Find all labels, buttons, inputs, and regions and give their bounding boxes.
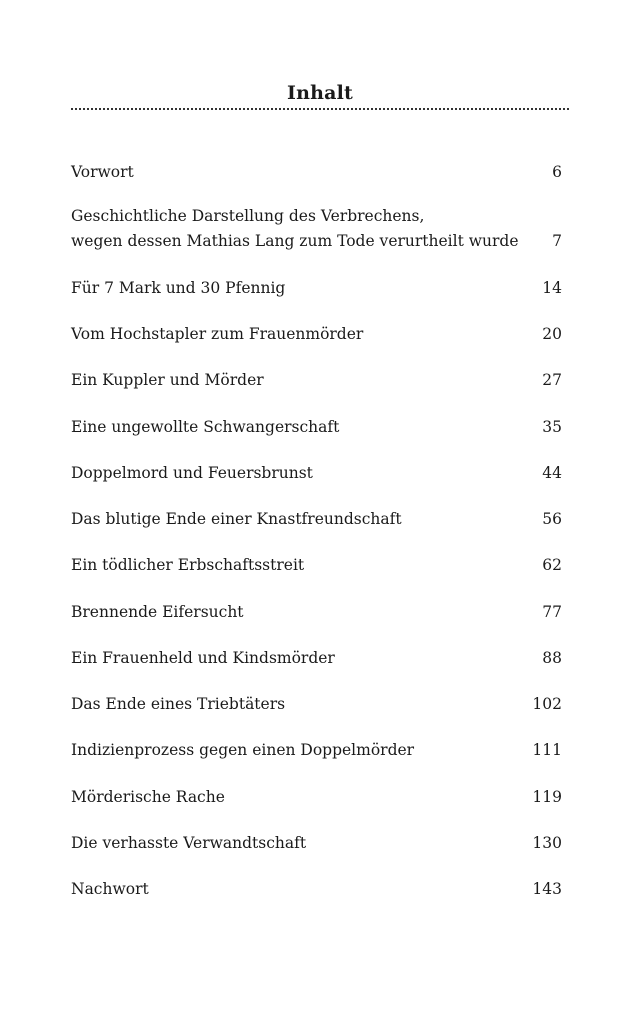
toc-entry — [71, 368, 562, 393]
toc-entry-title: Geschichtliche Darstellung des Verbrechens, wegen dessen Mathias Lang zum Tode verurtheilt wurde — [71, 207, 519, 250]
toc-entry — [71, 692, 562, 717]
toc-entry-title: Doppelmord und Feuersbrunst — [71, 464, 313, 482]
toc-entry-page: 6 — [552, 163, 562, 181]
toc-entry — [71, 831, 562, 856]
toc-entry-title: Ein Kuppler und Mörder — [71, 371, 264, 389]
toc-entry — [71, 553, 562, 578]
toc-entry — [71, 600, 562, 625]
toc-entry-page: 130 — [532, 834, 562, 852]
toc-entry-title: Indizienprozess gegen einen Doppelmörder — [71, 741, 415, 759]
dotted-divider — [71, 108, 569, 110]
toc-entry-page: 35 — [542, 418, 562, 436]
toc-entry — [71, 276, 562, 301]
toc-entry-page: 77 — [542, 603, 562, 621]
toc-entry-title: Das Ende eines Triebtäters — [71, 695, 286, 713]
toc-entry — [71, 415, 562, 440]
toc-entry — [71, 507, 562, 532]
toc-entry — [71, 160, 562, 185]
toc-entry-title: Vorwort — [71, 163, 134, 181]
toc-entry-page: 111 — [532, 741, 562, 759]
toc-entry-title: Mörderische Rache — [71, 788, 225, 806]
toc-entry-page: 27 — [542, 371, 562, 389]
toc-heading: Inhalt — [286, 82, 354, 104]
toc-entry-title: Eine ungewollte Schwangerschaft — [71, 418, 340, 436]
toc-entry-page: 119 — [532, 788, 562, 806]
toc-entry-title: Ein Frauenheld und Kindsmörder — [71, 649, 335, 667]
toc-entry — [71, 646, 562, 671]
toc-entry-page: 143 — [532, 880, 562, 898]
toc-entry-title: Die verhasste Verwandtschaft — [71, 834, 307, 852]
toc-entry-page: 44 — [542, 464, 562, 482]
toc-entry-page: 20 — [542, 325, 562, 343]
toc-entry-title: Vom Hochstapler zum Frauenmörder — [71, 325, 364, 343]
toc-entry-page: 102 — [532, 695, 562, 713]
toc-entry-title: Brennende Eifersucht — [71, 603, 244, 621]
toc-entry — [71, 204, 562, 254]
toc-entry-page: 88 — [542, 649, 562, 667]
toc-entry — [71, 322, 562, 347]
toc-entry — [71, 461, 562, 486]
toc-entry-page: 56 — [542, 510, 562, 528]
toc-entry-title: Nachwort — [71, 880, 149, 898]
toc-entry-title: Das blutige Ende einer Knastfreundschaft — [71, 510, 402, 528]
toc-entry — [71, 877, 562, 902]
toc-entry-page: 14 — [542, 279, 562, 297]
toc-entry-title: Ein tödlicher Erbschaftsstreit — [71, 556, 305, 574]
toc-entry — [71, 785, 562, 810]
toc-entry — [71, 738, 562, 763]
toc-entry-page: 62 — [542, 556, 562, 574]
toc-entry-page: 7 — [552, 232, 562, 250]
toc-entry-title: Für 7 Mark und 30 Pfennig — [71, 279, 286, 297]
